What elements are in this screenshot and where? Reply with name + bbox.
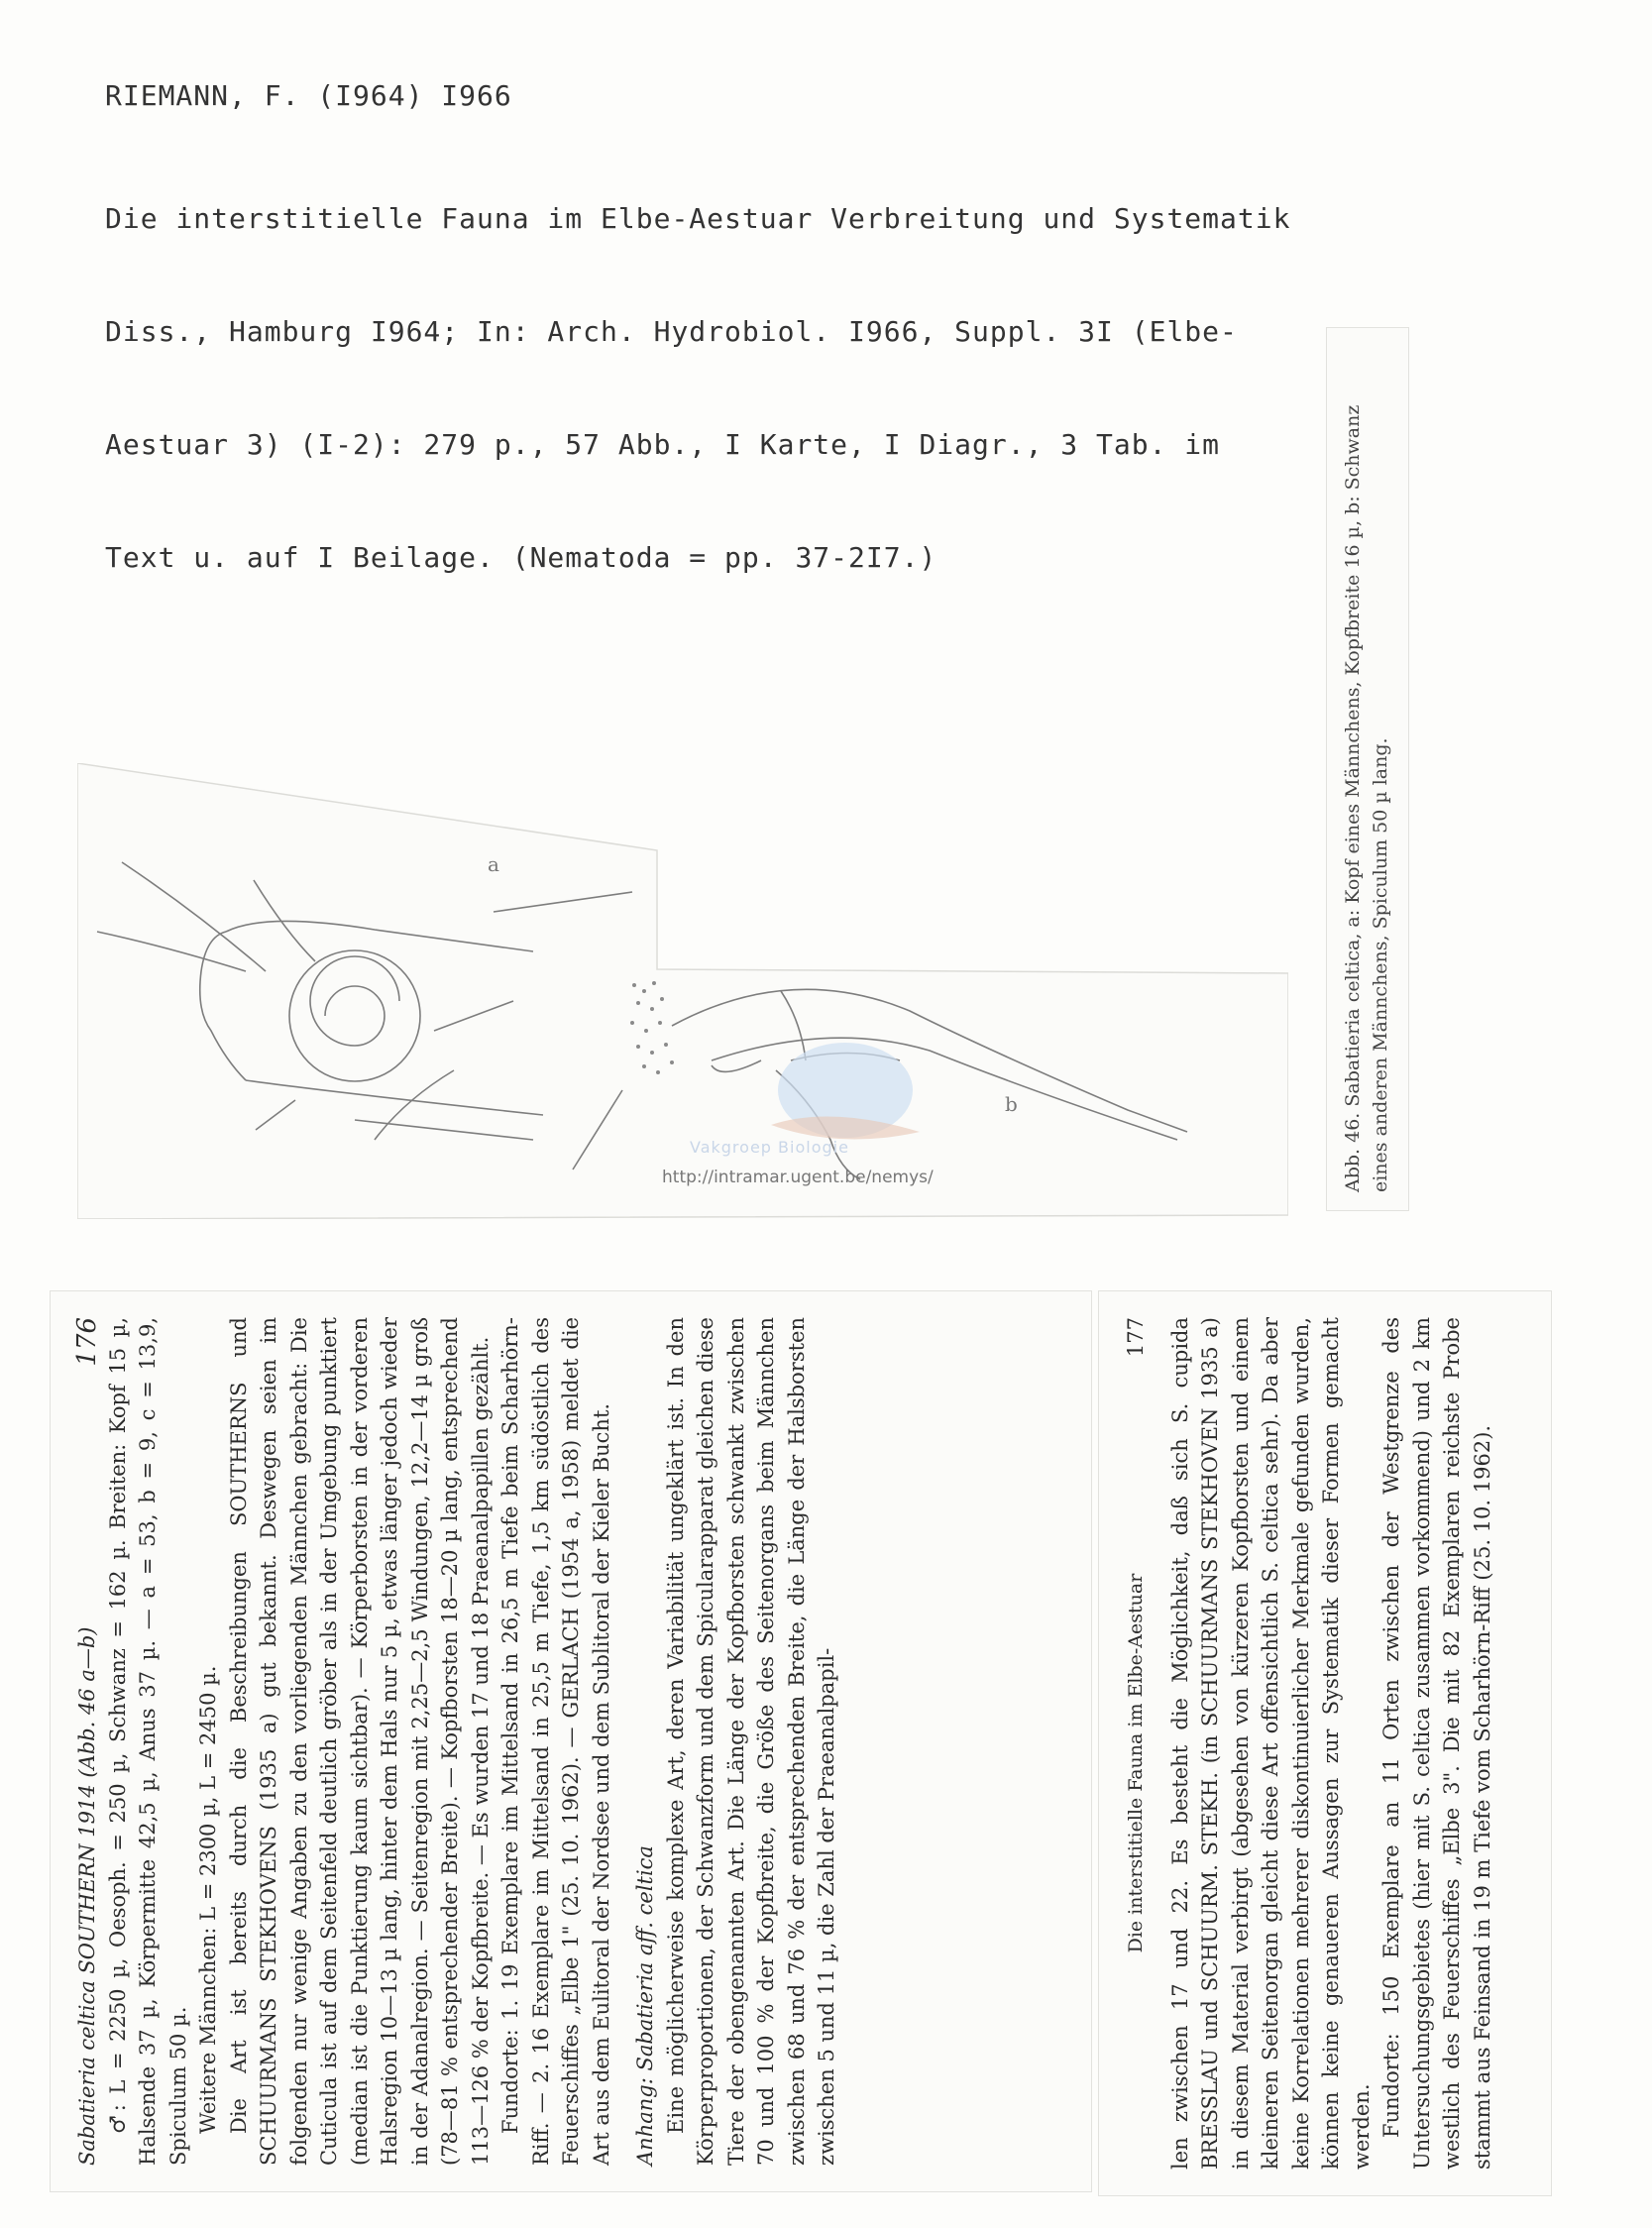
figure-label-b: b: [1005, 1092, 1018, 1116]
paragraph-appendix: Eine möglicherweise komplexe Art, deren Variabilität ungeklärt ist. In den Körperproportionen, der Schwanzform und dem Spicularapparat gleichen diese Tiere der obengenannten Art. Die Länge der Kopfborsten schwankt zwischen 70 und 100 % der Kopfbreite, die Größe des Seitenorgans beim Männchen zwischen 68 und 76 % der entsprechenden Breite, die Länge der Halsborsten zwischen 5 und 11 µ, die Zahl der Praeanalpapil-: [663, 1317, 838, 2166]
paragraph-continuation: len zwischen 17 und 22. Es besteht die Möglichkeit, daß sich S. cupida BRESSLAU und SCHUURM. STEKH. (in SCHUURMANS STEKHOVEN 1935 a) in diesem Material verbirgt (abgesehen von kürzeren Kopfborsten und einem kleineren Seitenorgan gleicht diese Art offensichtlich S. celtica sehr). Da aber keine Korrelationen mehrerer diskontinuierlicher Merkmale gefunden wurden, können keine genaueren Aussagen zur Systematik dieser Formen gemacht werden.: [1167, 1317, 1374, 2170]
header-author: RIEMANN, F. (I964) I966: [105, 79, 512, 112]
caption-clipping: [1326, 327, 1409, 1211]
caption-line-2: eines anderen Männchens, Spiculum 50 µ lang.: [1370, 737, 1391, 1192]
header-line-4: Text u. auf I Beilage. (Nematoda = pp. 37-2I7.): [105, 541, 937, 574]
paragraph-measurements: ♂: L = 2250 µ, Oesoph. = 250 µ, Schwanz = 162 µ. Breiten: Kopf 15 µ, Halsende 37 µ, Körpermitte 42,5 µ, Anus 37 µ. — a = 53, b = 9, c = 13,9, Spiculum 50 µ.: [105, 1317, 190, 2166]
page-number-176: 176: [72, 1317, 102, 1367]
figure-label-a: a: [488, 852, 499, 876]
species-heading: Sabatieria celtica SOUTHERN 1914 (Abb. 46 a—b): [75, 1626, 99, 2166]
header-line-2: Diss., Hamburg I964; In: Arch. Hydrobiol. I966, Suppl. 3I (Elbe-: [105, 315, 1238, 348]
header-line-1: Die interstitielle Fauna im Elbe-Aestuar Verbreitung und Systematik: [105, 202, 1291, 235]
paragraph-description: Die Art ist bereits durch die Beschreibungen SOUTHERNS und SCHUURMANS STEKHOVENS (1935 a) gut bekannt. Deswegen seien im folgenden nur wenige Angaben zu den vorliegenden Männchen gebracht: Die Cuticula ist auf dem Seitenfeld deutlich gröber als in der Umgebung punktiert (median ist die Punktierung kaum sichtbar). — Körperborsten in der vorderen Halsregion 10—13 µ lang, hinter dem Hals nur 5 µ, etwas länger jedoch wieder in der Adanalregion. — Seitenregion mit 2,25—2,5 Windungen, 12,2—14 µ groß (78—81 % entsprechender Breite). — Kopfborsten 18—20 µ lang, entsprechend 113—126 % der Kopfbreite. — Es wurden 17 und 18 Praeanalpapillen gezählt.: [226, 1317, 493, 2166]
watermark-text: Vakgroep Biologie: [690, 1138, 849, 1157]
appendix-heading: Anhang: Sabatieria aff. celtica: [633, 1845, 657, 2166]
nematode-drawing: [77, 763, 1288, 1219]
running-head: [1121, 1317, 1152, 2170]
page-177-clipping: [1098, 1290, 1552, 2196]
figure-clipping: [77, 763, 1288, 1219]
running-head-title: Die interstitielle Fauna im Elbe-Aestuar: [1125, 1573, 1147, 1953]
page-176-clipping: [50, 1290, 1092, 2192]
header-citation: [105, 125, 1290, 614]
paragraph-localities: Fundorte: 1. 19 Exemplare im Mittelsand in 26,5 m Tiefe beim Scharhörn-Riff. — 2. 16 Exemplare im Mittelsand in 25,5 m Tiefe, 1,5 km südöstlich des Feuerschiffes „Elbe 1" (25. 10. 1962). — GERLACH (1954 a, 1958) meldet die Art aus dem Eulitoral der Nordsee und dem Sublitoral der Kieler Bucht.: [498, 1317, 613, 2166]
source-url: http://intramar.ugent.be/nemys/: [662, 1168, 934, 1187]
paragraph-other-males: Weitere Männchen: L = 2300 µ, L = 2450 µ.: [196, 1665, 220, 2134]
header-line-3: Aestuar 3) (I-2): 279 p., 57 Abb., I Karte, I Diagr., 3 Tab. im: [105, 428, 1221, 461]
caption-line-1: Abb. 46. Sabatieria celtica, a: Kopf eines Männchens, Kopfbreite 16 µ, b: Schwanz: [1342, 404, 1364, 1192]
paragraph-localities-appendix: Fundorte: 150 Exemplare an 11 Orten zwischen der Westgrenze des Untersuchungsgebietes (hier mit S. celtica zusammen vorkommend) und 2 km westlich des Feuerschiffes „Elbe 3". Die mit 82 Exemplaren reichste Probe stammt aus Feinsand in 19 m Tiefe vom Scharhörn-Riff (25. 10. 1962).: [1379, 1317, 1494, 2170]
page-number-177: 177: [1124, 1317, 1148, 1358]
